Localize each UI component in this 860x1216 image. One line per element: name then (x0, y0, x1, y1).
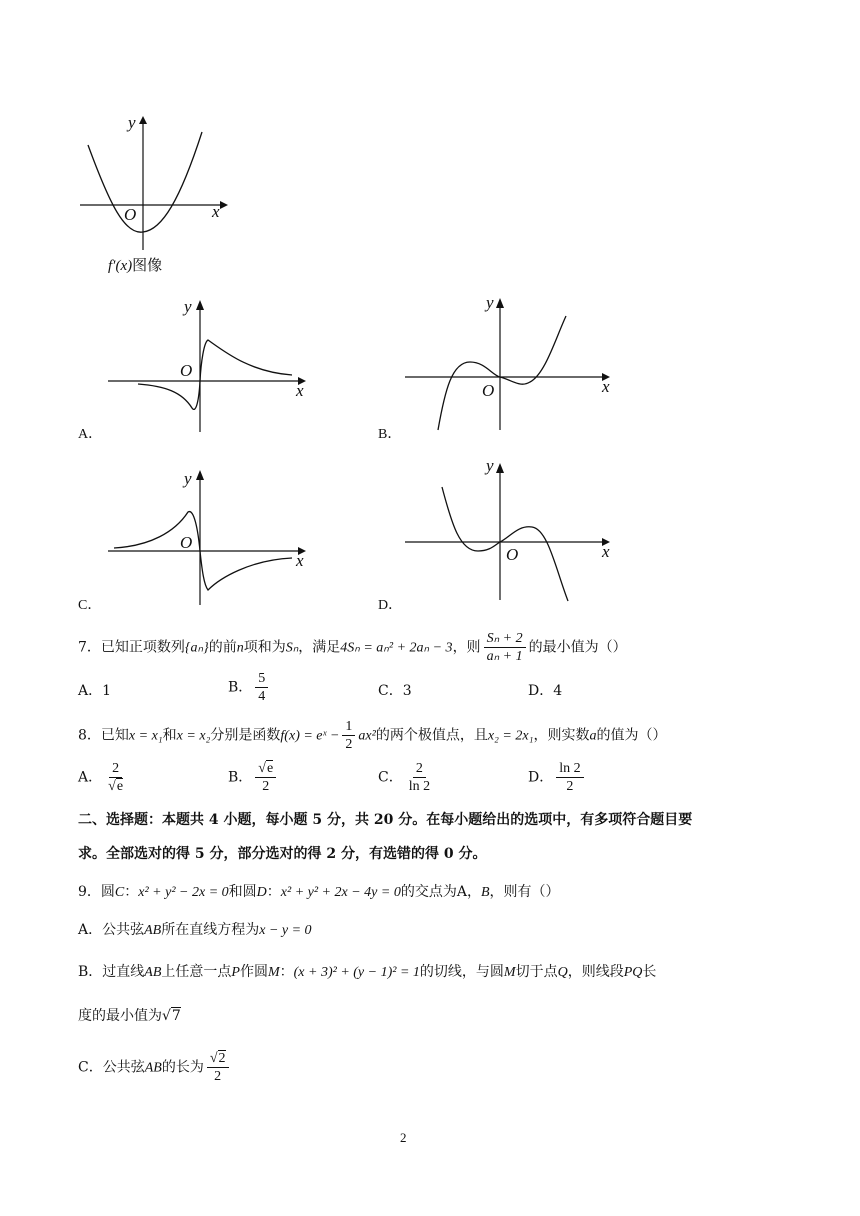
q9-text: 作圆 (239, 964, 268, 980)
option-c-label: C． (78, 598, 102, 613)
q8-option-a (78, 760, 129, 795)
x-label: x (296, 381, 304, 400)
y-axis-arrow (196, 470, 204, 480)
q8-option-d-label: D． (528, 769, 554, 786)
q9-option-c-label: C．公共弦 (78, 1059, 145, 1076)
q7-number: 7． (78, 639, 101, 656)
q8-text: ，则实数 (533, 727, 590, 744)
origin-label: O (180, 361, 193, 380)
q9-text: ： (124, 884, 139, 900)
option-b-graph (400, 290, 620, 440)
q8-option-b-label: B． (228, 769, 253, 786)
q8-option-a-frac: $\frac{2}{√e}$ (108, 761, 124, 794)
q9-option-a (78, 920, 312, 941)
q9-option-c-frac: $\frac{√2}{2}$ (207, 1050, 229, 1085)
q8-option-b (228, 760, 279, 795)
q9-b: B (480, 885, 490, 900)
q9-text: 9．圆 (78, 884, 115, 900)
y-axis-arrow (496, 463, 504, 473)
fprime-graph (70, 110, 240, 250)
q8-option-c-label: C． (378, 769, 403, 786)
q8-a: a (589, 728, 597, 744)
page-number: 2 (400, 1130, 407, 1145)
y-label: y (486, 456, 494, 475)
q9-text: 的切线，与圆 (419, 964, 504, 980)
fprime-caption-text: 图像 (132, 256, 163, 274)
y-axis-arrow (196, 300, 204, 310)
q7-text: ，则 (452, 639, 481, 656)
x-label: x (602, 542, 610, 561)
fprime-curve (88, 132, 202, 232)
frac-den: 2 (566, 779, 574, 794)
q8-option-b-frac: $\frac{√e}{2}$ (255, 760, 276, 795)
q9-text: ，则有（） (489, 884, 560, 900)
q9-text: 所在直线方程为 (161, 922, 260, 938)
q8-option-a-label: A． (78, 769, 103, 786)
q7-option-b (228, 670, 271, 705)
q8-x1: x = x₁ (128, 728, 163, 744)
q8-text: 的值为（） (596, 727, 667, 744)
q9-stem (78, 882, 560, 903)
q7-text: 的前 (208, 639, 237, 656)
q9-text: 度的最小值为 (78, 1008, 162, 1024)
q7-n: n (236, 640, 244, 656)
q8-text: 的两个极值点，且 (375, 727, 488, 744)
frac-den: 2 (262, 779, 270, 794)
q9-d: D (256, 885, 267, 900)
q9-option-b-line2: 度的最小值为√7 (78, 1008, 181, 1024)
q7-seq: {aₙ} (184, 640, 209, 656)
q7-sn: Sₙ (285, 640, 299, 656)
q9-text: 的交点为 (400, 884, 457, 900)
x-label: x (602, 377, 610, 396)
x-label: x (296, 551, 304, 570)
fprime-caption-math: f′(x) (108, 258, 133, 274)
q8-half (342, 718, 355, 753)
frac-den: e (116, 779, 124, 794)
x-label: x (212, 202, 220, 221)
frac-num: 2 (218, 1051, 226, 1066)
q7-option-d: D．4 (528, 683, 563, 699)
section2-line1: 二、选择题：本题共 4 小题，每小题 5 分，共 20 分。在每小题给出的选项中，有多项符合题目要 (78, 812, 693, 828)
option-c-graph (100, 460, 320, 610)
q9-text: ，则线段 (567, 964, 624, 980)
q9-ab: AB (144, 965, 162, 980)
q8-text: 已知 (100, 727, 129, 744)
option-a-graph (100, 290, 320, 440)
frac-num: 2 (413, 760, 426, 778)
q9-p: P (231, 965, 240, 980)
q9-text: B．过直线 (78, 964, 145, 980)
q9-m: M (267, 965, 280, 980)
q8-text: 分别是函数 (210, 727, 281, 744)
q7-frac-num: Sₙ + 2 (484, 630, 526, 648)
y-label: y (128, 113, 136, 132)
q9-text: 长 (642, 964, 657, 980)
q9-text: ： (266, 884, 281, 900)
q7-option-c: C．3 (378, 683, 412, 699)
q9-q: Q (557, 965, 568, 980)
section2-line2: 求。全部选对的得 5 分，部分选对的得 2 分，有选错的得 0 分。 (78, 846, 487, 862)
q8-option-d-frac (556, 760, 583, 795)
frac-num: ln 2 (556, 760, 583, 778)
y-label: y (184, 469, 192, 488)
q7-fraction (484, 630, 526, 665)
q8-text: 和 (162, 727, 177, 744)
q9-option-a-label: A．公共弦 (78, 922, 145, 938)
q9-c: C (114, 885, 125, 900)
option-d-graph (400, 455, 620, 605)
y-axis-arrow (496, 298, 504, 308)
q9-ab: AB (144, 923, 162, 938)
q7-text: 项和为 (243, 639, 286, 656)
frac-num: e (266, 761, 274, 776)
q9-option-b-eq: (x + 3)² + (y − 1)² = 1 (293, 965, 420, 980)
q9-option-b-line1 (78, 962, 656, 983)
q9-text: 切于点 (515, 964, 558, 980)
y-label: y (486, 293, 494, 312)
q9-eq-c: x² + y² − 2x = 0 (138, 885, 229, 900)
q8-option-d (528, 760, 587, 795)
frac-num: 1 (342, 718, 355, 736)
q7-text: 的最小值为（） (528, 639, 627, 656)
y-axis-arrow (139, 116, 147, 124)
q8-number: 8． (78, 727, 101, 744)
origin-label: O (482, 381, 495, 400)
x-axis-arrow (220, 201, 228, 209)
q9-text: 上任意一点 (161, 964, 232, 980)
q9-ab: AB (144, 1060, 162, 1076)
q7-stem (78, 630, 627, 665)
q7-option-b-frac (255, 670, 268, 705)
q8-relation: x₂ = 2x₁ (487, 728, 534, 744)
q7-text: ，满足 (298, 639, 341, 656)
q9-m: M (503, 965, 516, 980)
q9-text: 和圆 (228, 884, 257, 900)
q9-text: ， (466, 884, 481, 900)
q9-a: A (456, 884, 467, 900)
option-a-curve (138, 340, 292, 409)
origin-label: O (506, 545, 519, 564)
frac-den: 4 (258, 689, 266, 704)
q9-option-a-eq: x − y = 0 (259, 923, 312, 938)
q8-x2: x = x₂ (176, 728, 211, 744)
q7-equation: 4Sₙ = aₙ² + 2aₙ − 3 (340, 640, 453, 656)
y-label: y (184, 297, 192, 316)
option-b-label: B． (378, 427, 402, 442)
q8-stem (78, 718, 666, 753)
option-d-curve (442, 487, 568, 601)
q9-option-c (78, 1050, 232, 1085)
frac-den: 2 (345, 737, 353, 752)
origin-label: O (180, 533, 193, 552)
frac-den: ln 2 (408, 779, 431, 794)
fprime-caption (108, 254, 162, 275)
q9-sqrt-value: 7 (171, 1008, 181, 1024)
option-b-curve (438, 316, 566, 430)
q7-frac-den: aₙ + 1 (486, 649, 523, 664)
q8-option-c-frac (406, 760, 433, 795)
q7-text: 已知正项数列 (100, 639, 185, 656)
frac-num: 2 (109, 760, 122, 778)
origin-label: O (124, 205, 137, 224)
option-d-label: D． (378, 598, 403, 613)
q9-text: ： (279, 964, 294, 980)
frac-den: 2 (214, 1069, 222, 1084)
option-a-label: A． (78, 427, 103, 442)
frac-num: 5 (255, 670, 268, 688)
q8-function: f(x) = eˣ − (280, 728, 340, 744)
q8-option-c (378, 760, 436, 795)
q9-pq: PQ (623, 965, 643, 980)
q8-ax: ax² (358, 728, 376, 744)
q9-text: 的长为 (161, 1059, 204, 1076)
q9-eq-d: x² + y² + 2x − 4y = 0 (280, 885, 401, 900)
q7-option-b-label: B． (228, 679, 253, 696)
q7-option-a: A．1 (78, 683, 112, 699)
